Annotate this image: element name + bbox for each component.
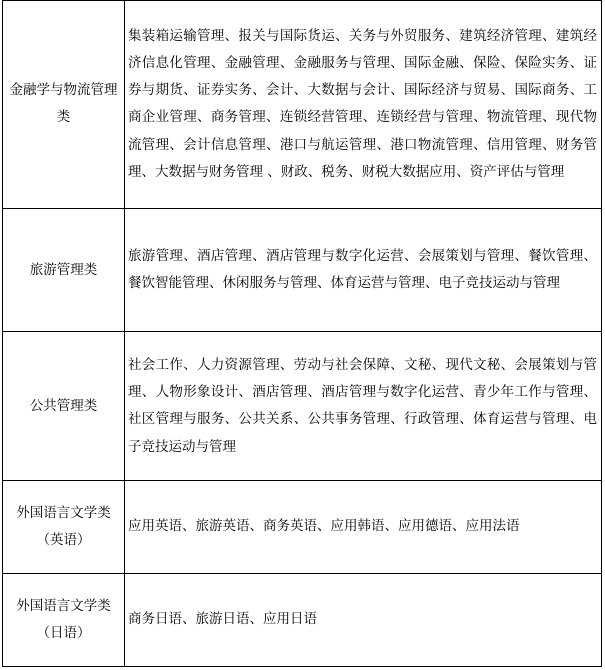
majors-table bbox=[2, 0, 602, 667]
majors-cell: 商务日语、旅游日语、应用日语 bbox=[125, 573, 602, 666]
table-row bbox=[3, 332, 602, 481]
category-cell: 金融学与物流管理类 bbox=[3, 1, 125, 209]
category-cell: 外国语言文学类（日语） bbox=[3, 573, 125, 666]
category-cell: 公共管理类 bbox=[3, 332, 125, 481]
table-row bbox=[3, 1, 602, 209]
table-row bbox=[3, 481, 602, 573]
majors-cell: 应用英语、旅游英语、商务英语、应用韩语、应用德语、应用法语 bbox=[125, 481, 602, 573]
table-row bbox=[3, 208, 602, 332]
majors-cell: 社会工作、人力资源管理、劳动与社会保障、文秘、现代文秘、会展策划与管理、人物形象设计、酒店管理、酒店管理与数字化运营、青少年工作与管理、社区管理与服务、公共关系、公共事务管理、行政管理、体育运营与管理、电子竞技运动与管理 bbox=[125, 332, 602, 481]
table-row bbox=[3, 573, 602, 666]
category-cell: 外国语言文学类（英语） bbox=[3, 481, 125, 573]
majors-cell: 旅游管理、酒店管理、酒店管理与数字化运营、会展策划与管理、餐饮管理、餐饮智能管理、休闲服务与管理、体育运营与管理、电子竞技运动与管理 bbox=[125, 208, 602, 332]
majors-cell: 集装箱运输管理、报关与国际货运、关务与外贸服务、建筑经济管理、建筑经济信息化管理、金融管理、金融服务与管理、国际金融、保险、保险实务、证券与期货、证券实务、会计、大数据与会计、国际经济与贸易、国际商务、工商企业管理、商务管理、连锁经营管理、连锁经营与管理、物流管理、现代物流管理、会计信息管理、港口与航运管理、港口物流管理、信用管理、财务管理、大数据与财务管理 、财政、税务、财税大数据应用、资产评估与管理 bbox=[125, 1, 602, 209]
category-cell: 旅游管理类 bbox=[3, 208, 125, 332]
